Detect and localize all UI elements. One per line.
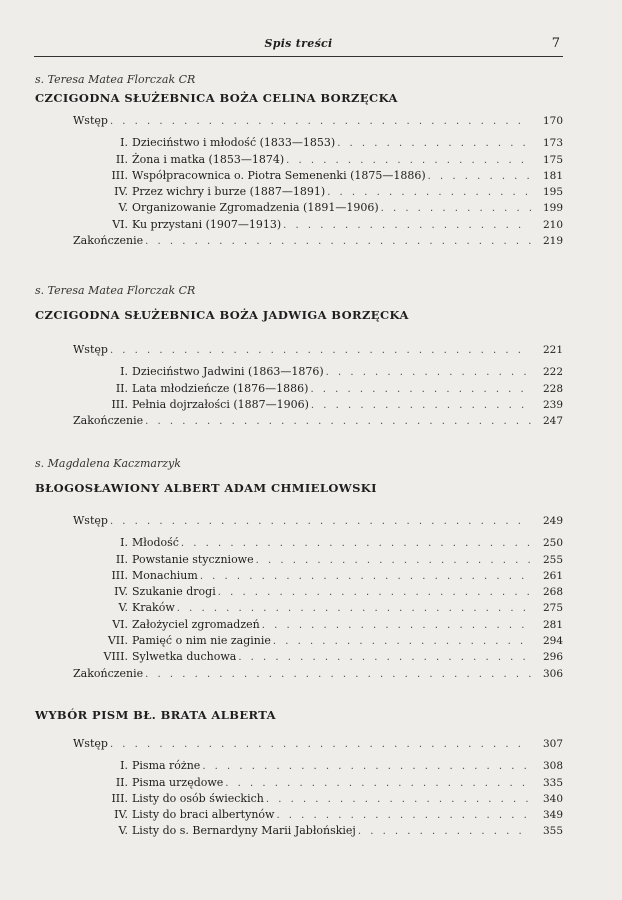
chapter-number: IV. — [114, 808, 128, 822]
section-author: s. Magdalena Kaczmarzyk — [35, 457, 181, 470]
dot-leader — [256, 553, 531, 569]
chapter-number: II. — [115, 552, 128, 566]
toc-section-writings — [35, 706, 563, 840]
page-ref: 296 — [542, 651, 563, 664]
page-ref: 228 — [542, 382, 563, 395]
dot-leader — [110, 114, 531, 130]
running-title: Spis treści — [264, 37, 333, 50]
page-ref: 307 — [542, 738, 563, 750]
chapter-title: Sylwetka duchowa — [132, 650, 237, 664]
toc-entry-intro[interactable]: Wstęp . . . 249 — [35, 513, 563, 529]
dot-leader — [218, 585, 531, 601]
dot-leader — [177, 601, 531, 617]
toc-entry-chapter[interactable] — [35, 600, 563, 616]
chapter-number: III. — [111, 397, 128, 411]
dot-leader — [326, 365, 531, 381]
chapter-title: Współpracownica o. Piotra Semenenki (1875—1886) — [132, 168, 426, 182]
chapter-title: Dzieciństwo i młodość (1833—1853) — [132, 136, 336, 150]
page-ref: 261 — [542, 569, 563, 582]
toc-entry-intro[interactable]: Wstęp . . . 221 — [35, 342, 563, 358]
chapter-title: Młodość — [132, 536, 179, 550]
chapter-number: V. — [118, 824, 128, 838]
dot-leader — [145, 234, 531, 250]
page-ref: 181 — [542, 169, 563, 182]
chapter-title: Założyciel zgromadzeń — [132, 617, 260, 631]
chapter-title: Pisma urzędowe — [132, 775, 224, 789]
page-ref: 281 — [542, 618, 563, 631]
section-title: CZCIGODNA SŁUŻEBNICA BOŻA JADWIGA BORZĘCKA — [35, 308, 409, 322]
dot-leader — [145, 667, 531, 683]
toc-entry-conclusion[interactable]: Zakończenie . . . 306 — [35, 666, 563, 682]
toc-entry-chapter[interactable] — [35, 617, 563, 633]
chapter-number: II. — [115, 381, 128, 395]
toc-entry-chapter[interactable] — [35, 200, 563, 216]
toc-entry-chapter[interactable] — [35, 397, 563, 413]
chapter-title: Listy do braci albertynów — [132, 808, 275, 822]
toc-entry-chapter[interactable] — [35, 633, 563, 649]
chapter-title: Dzieciństwo Jadwini (1863—1876) — [132, 365, 324, 379]
dot-leader — [310, 382, 531, 398]
section-title: CZCIGODNA SŁUŻEBNICA BOŻA CELINA BORZĘCKA — [35, 91, 398, 105]
dot-leader — [145, 414, 531, 430]
page-ref: 308 — [542, 760, 563, 773]
chapter-number: II. — [115, 775, 128, 789]
chapter-number: I. — [120, 365, 128, 379]
dot-leader — [110, 343, 531, 359]
toc-section-jadwiga — [35, 284, 563, 429]
toc-entry-chapter[interactable] — [35, 535, 563, 551]
page-ref: 255 — [542, 553, 563, 566]
dot-leader — [358, 824, 531, 840]
page-number: 7 — [551, 36, 560, 51]
chapter-number: I. — [120, 136, 128, 150]
toc-entry-chapter[interactable] — [35, 823, 563, 839]
chapter-title: Pełnia dojrzałości (1887—1906) — [132, 397, 309, 411]
toc-entry-conclusion[interactable]: Zakończenie . . . 219 — [35, 233, 563, 249]
dot-leader — [202, 759, 531, 775]
chapter-title: Powstanie styczniowe — [132, 552, 254, 566]
chapter-number: VI. — [112, 617, 128, 631]
dot-leader — [286, 153, 531, 169]
page-ref: 219 — [542, 235, 563, 248]
toc-entry-chapter[interactable] — [35, 552, 563, 568]
page-ref: 249 — [542, 515, 563, 527]
chapter-number: IV. — [114, 185, 128, 199]
chapter-title: Organizowanie Zgromadzenia (1891—1906) — [132, 201, 379, 215]
dot-leader — [327, 185, 531, 201]
dot-leader — [381, 201, 531, 217]
page-ref: 239 — [542, 398, 563, 411]
page-ref: 175 — [542, 153, 563, 166]
page-ref: 349 — [542, 809, 563, 822]
chapter-title: Monachium — [132, 568, 198, 582]
dot-leader — [238, 650, 531, 666]
page-ref: 275 — [542, 602, 563, 615]
chapter-number: III. — [111, 791, 128, 805]
section-author: s. Teresa Matea Florczak CR — [35, 73, 196, 86]
section-title: BŁOGOSŁAWIONY ALBERT ADAM CHMIELOWSKI — [35, 481, 377, 495]
chapter-number: VII. — [107, 634, 128, 648]
page-ref: 173 — [542, 137, 563, 150]
chapter-title: Żona i matka (1853—1874) — [132, 152, 285, 166]
dot-leader — [200, 569, 531, 585]
toc-entry-intro[interactable]: Wstęp . . . 307 — [35, 736, 563, 752]
dot-leader — [110, 737, 531, 753]
page-ref: 335 — [542, 776, 563, 789]
dot-leader — [428, 169, 531, 185]
chapter-title: Ku przystani (1907—1913) — [132, 217, 282, 231]
chapter-number: IV. — [114, 585, 128, 599]
dot-leader — [283, 218, 531, 234]
chapter-number: V. — [118, 201, 128, 215]
chapter-number: II. — [115, 152, 128, 166]
page-ref: 199 — [542, 202, 563, 215]
chapter-number: I. — [120, 759, 128, 773]
page-ref: 222 — [542, 366, 563, 379]
page-ref: 355 — [542, 825, 563, 838]
toc-entry-chapter[interactable] — [35, 649, 563, 665]
toc-entry-chapter[interactable] — [35, 758, 563, 774]
chapter-number: VIII. — [103, 650, 128, 664]
toc-entry-chapter[interactable] — [35, 168, 563, 184]
page-header — [34, 36, 563, 57]
toc-entry-conclusion[interactable]: Zakończenie . . . 247 — [35, 413, 563, 429]
page-ref: 306 — [542, 667, 563, 680]
toc-section-celina — [35, 73, 563, 249]
page-ref: 221 — [542, 344, 563, 356]
chapter-title: Kraków — [132, 601, 175, 615]
chapter-title: Lata młodzieńcze (1876—1886) — [132, 381, 309, 395]
toc-entry-chapter[interactable] — [35, 364, 563, 380]
toc-entry-chapter[interactable] — [35, 584, 563, 600]
chapter-number: III. — [111, 568, 128, 582]
dot-leader — [273, 634, 531, 650]
toc-section-albert — [35, 457, 563, 682]
chapter-title: Listy do osób świeckich — [132, 791, 264, 805]
toc-entry-chapter[interactable] — [35, 791, 563, 807]
section-author: s. Teresa Matea Florczak CR — [35, 284, 196, 297]
dot-leader — [266, 792, 531, 808]
dot-leader — [181, 536, 531, 552]
page-ref: 210 — [542, 218, 563, 231]
toc-entry-chapter[interactable] — [35, 381, 563, 397]
page-ref: 170 — [542, 115, 563, 127]
chapter-title: Listy do s. Bernardyny Marii Jabłońskiej — [132, 824, 356, 838]
toc-entry-chapter[interactable] — [35, 152, 563, 168]
page-ref: 250 — [542, 537, 563, 550]
dot-leader — [225, 776, 531, 792]
toc-entry-chapter[interactable] — [35, 807, 563, 823]
page-ref: 195 — [542, 186, 563, 199]
toc-entry-chapter[interactable] — [35, 135, 563, 151]
chapter-title: Pisma różne — [132, 759, 201, 773]
dot-leader — [262, 618, 531, 634]
dot-leader — [337, 136, 531, 152]
page-ref: 247 — [542, 415, 563, 428]
page-ref: 340 — [542, 792, 563, 805]
chapter-number: VI. — [112, 217, 128, 231]
dot-leader — [311, 398, 531, 414]
chapter-title: Przez wichry i burze (1887—1891) — [132, 185, 326, 199]
dot-leader — [276, 808, 531, 824]
dot-leader — [110, 514, 531, 530]
chapter-number: V. — [118, 601, 128, 615]
toc-entry-intro[interactable]: Wstęp . . . 170 — [35, 113, 563, 129]
page-ref: 294 — [542, 635, 563, 648]
chapter-title: Szukanie drogi — [132, 585, 216, 599]
toc-entry-chapter[interactable] — [35, 217, 563, 233]
section-title: WYBÓR PISM BŁ. BRATA ALBERTA — [35, 708, 276, 722]
chapter-number: I. — [120, 536, 128, 550]
toc-entry-chapter[interactable] — [35, 775, 563, 791]
chapter-title: Pamięć o nim nie zaginie — [132, 634, 271, 648]
toc-entry-chapter[interactable] — [35, 568, 563, 584]
toc-entry-chapter[interactable] — [35, 184, 563, 200]
page-ref: 268 — [542, 586, 563, 599]
chapter-number: III. — [111, 168, 128, 182]
